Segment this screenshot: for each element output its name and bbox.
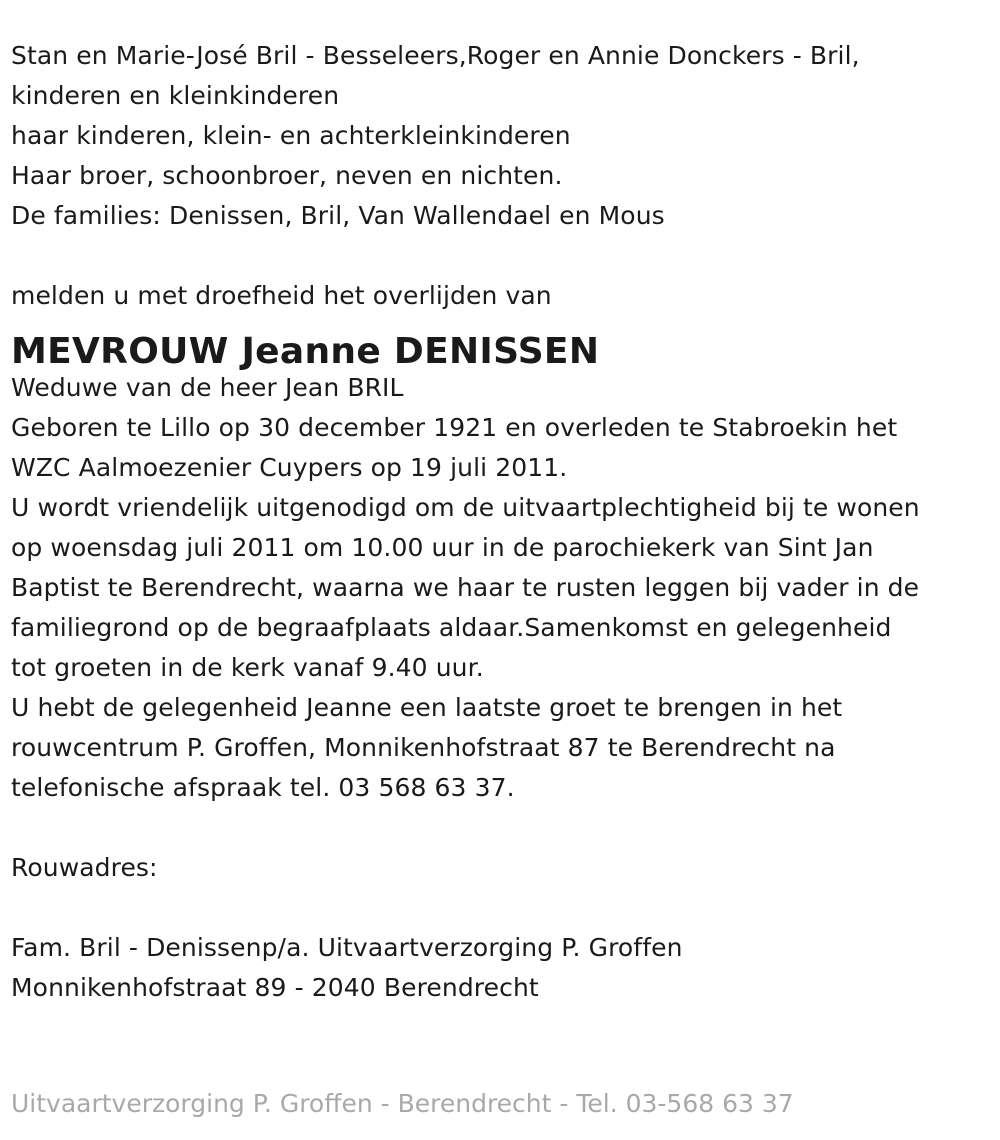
- family-line: De families: Denissen, Bril, Van Wallendael en Mous: [11, 201, 665, 230]
- mourning-address-label: Rouwadres:: [11, 853, 158, 882]
- obituary-notice: [11, 36, 991, 1008]
- family-line: kinderen en kleinkinderen: [11, 81, 340, 110]
- details-line: Geboren te Lillo op 30 december 1921 en overleden te Stabroekin het: [11, 413, 898, 442]
- funeral-home-footer: Uitvaartverzorging P. Groffen - Berendrecht - Tel. 03-568 63 37: [11, 1089, 794, 1118]
- family-line: Haar broer, schoonbroer, neven en nichten.: [11, 161, 563, 190]
- details-block: [11, 368, 991, 808]
- announcement-text: melden u met droefheid het overlijden van: [11, 281, 552, 310]
- family-line: Stan en Marie-José Bril - Besseleers,Roger en Annie Donckers - Bril,: [11, 41, 860, 70]
- details-line: op woensdag juli 2011 om 10.00 uur in de parochiekerk van Sint Jan: [11, 533, 874, 562]
- spacer: [11, 236, 991, 276]
- family-line: haar kinderen, klein- en achterkleinkinderen: [11, 121, 571, 150]
- mourning-address: [11, 928, 991, 1008]
- details-line: rouwcentrum P. Groffen, Monnikenhofstraat 87 te Berendrecht na: [11, 733, 836, 762]
- details-line: WZC Aalmoezenier Cuypers op 19 juli 2011.: [11, 453, 568, 482]
- spacer: [11, 808, 991, 848]
- details-line: Baptist te Berendrecht, waarna we haar te rusten leggen bij vader in de: [11, 573, 920, 602]
- mourning-address-line: Fam. Bril - Denissenp/a. Uitvaartverzorging P. Groffen: [11, 933, 683, 962]
- details-line: telefonische afspraak tel. 03 568 63 37.: [11, 773, 515, 802]
- details-line: familiegrond op de begraafplaats aldaar.Samenkomst en gelegenheid: [11, 613, 892, 642]
- details-line: U wordt vriendelijk uitgenodigd om de uitvaartplechtigheid bij te wonen: [11, 493, 920, 522]
- details-line: Weduwe van de heer Jean BRIL: [11, 373, 404, 402]
- details-line: tot groeten in de kerk vanaf 9.40 uur.: [11, 653, 484, 682]
- deceased-name: MEVROUW Jeanne DENISSEN: [11, 331, 600, 372]
- mourning-address-line: Monnikenhofstraat 89 - 2040 Berendrecht: [11, 973, 539, 1002]
- spacer: [11, 888, 991, 928]
- family-block: [11, 36, 991, 236]
- details-line: U hebt de gelegenheid Jeanne een laatste groet te brengen in het: [11, 693, 843, 722]
